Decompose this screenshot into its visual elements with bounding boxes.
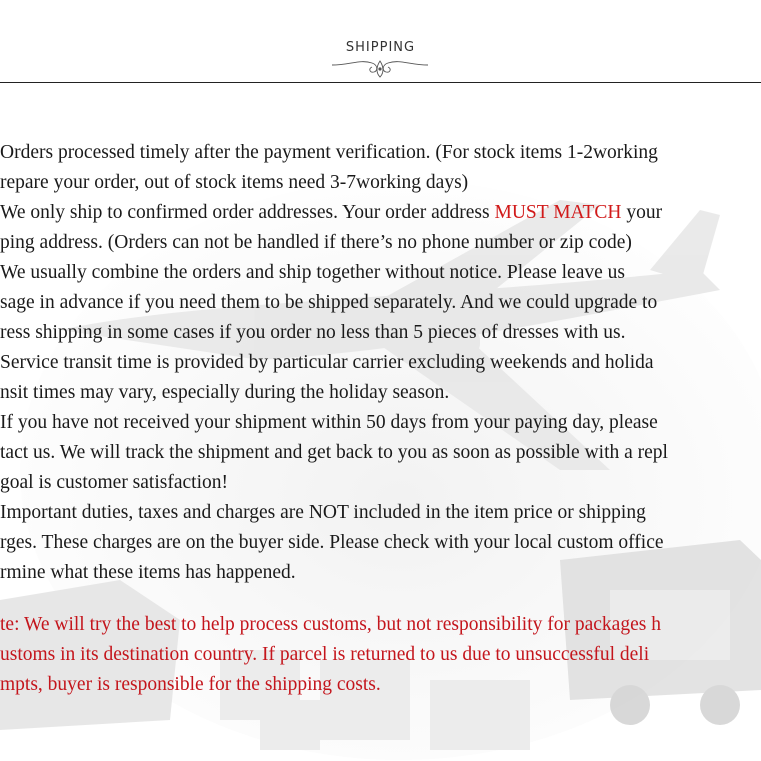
policy-line: goal is customer satisfaction! bbox=[0, 472, 228, 493]
policy-line: sage in advance if you need them to be shipped separately. And we could upgrade to bbox=[0, 292, 658, 313]
shipping-policy bbox=[0, 138, 761, 738]
section-header bbox=[0, 0, 761, 84]
page-title: SHIPPING bbox=[345, 40, 416, 55]
header-divider bbox=[0, 82, 761, 83]
customs-note-line: mpts, buyer is responsible for the shipping costs. bbox=[0, 674, 381, 695]
policy-line: Orders processed timely after the payment verification. (For stock items 1-2working bbox=[0, 142, 658, 163]
policy-line: rges. These charges are on the buyer side. Please check with your local custom office bbox=[0, 532, 664, 553]
customs-note-line: te: We will try the best to help process customs, but not responsibility for packages h bbox=[0, 614, 661, 635]
flourish-ornament-icon bbox=[330, 57, 430, 81]
policy-line: ress shipping in some cases if you order no less than 5 pieces of dresses with us. bbox=[0, 322, 626, 343]
must-match-highlight: MUST MATCH bbox=[494, 202, 622, 223]
policy-text: We only ship to confirmed order addresses. Your order address bbox=[0, 202, 490, 223]
policy-line: ping address. (Orders can not be handled if there’s no phone number or zip code) bbox=[0, 232, 632, 253]
policy-line bbox=[0, 198, 662, 228]
policy-line: tact us. We will track the shipment and get back to you as soon as possible with a repl bbox=[0, 442, 668, 463]
policy-line: We usually combine the orders and ship together without notice. Please leave us bbox=[0, 262, 625, 283]
policy-text: your bbox=[626, 202, 663, 223]
policy-line: nsit times may vary, especially during the holiday season. bbox=[0, 382, 450, 403]
policy-line: rmine what these items has happened. bbox=[0, 562, 296, 583]
policy-line: Service transit time is provided by particular carrier excluding weekends and holida bbox=[0, 352, 654, 373]
customs-note-line: ustoms in its destination country. If parcel is returned to us due to unsuccessful deli bbox=[0, 644, 650, 665]
policy-line: repare your order, out of stock items need 3-7working days) bbox=[0, 172, 469, 193]
policy-line: If you have not received your shipment within 50 days from your paying day, please bbox=[0, 412, 658, 433]
policy-line: Important duties, taxes and charges are NOT included in the item price or shipping bbox=[0, 502, 646, 523]
